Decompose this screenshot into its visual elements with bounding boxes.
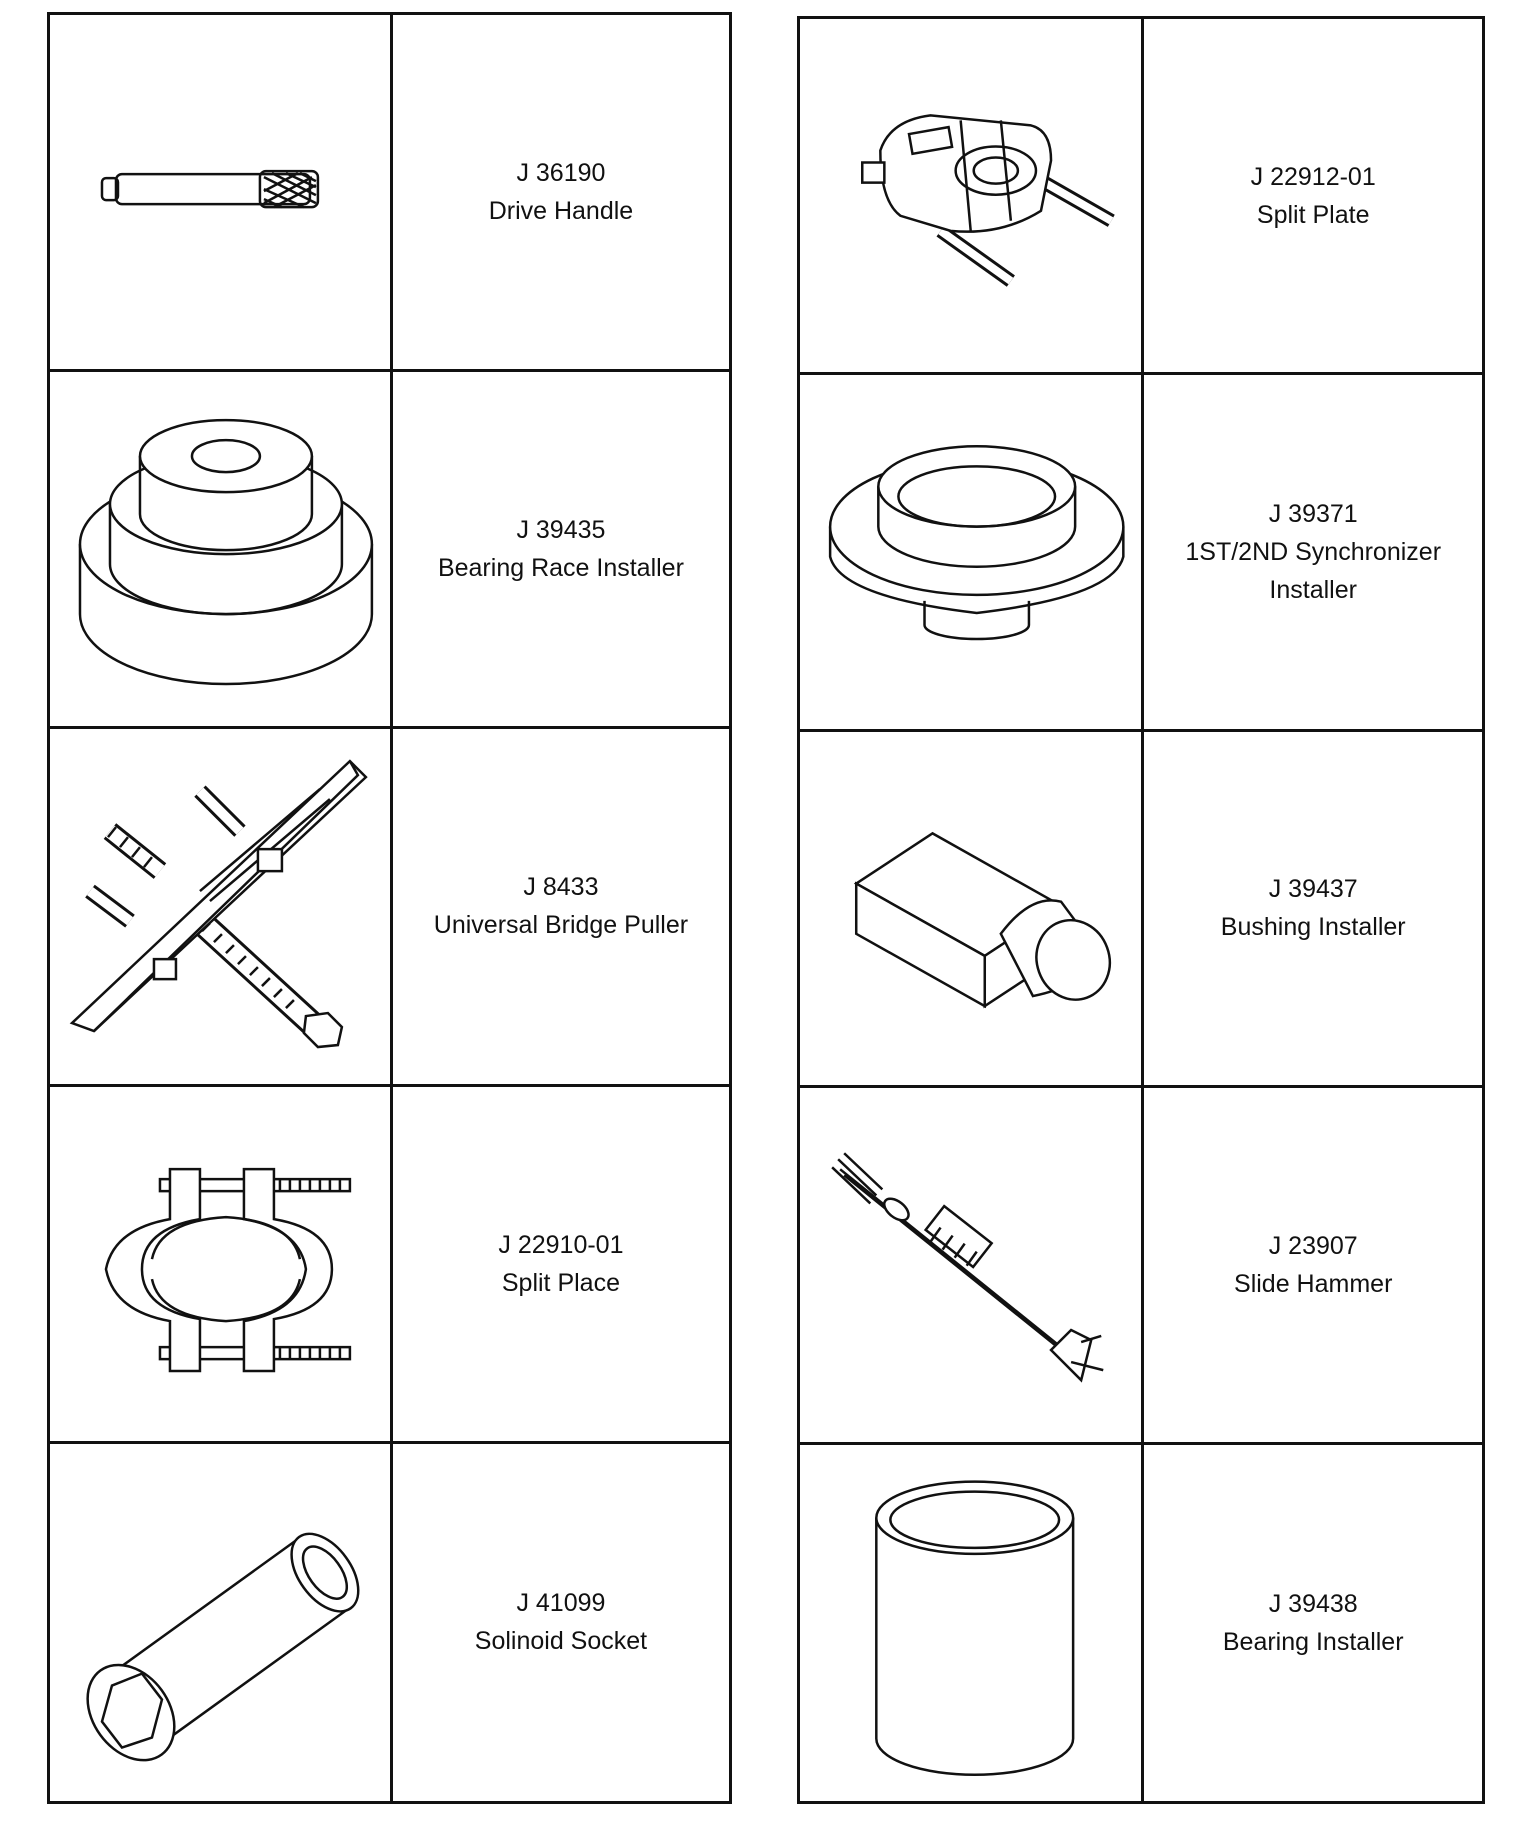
tool-row	[50, 15, 729, 372]
part-number: J 22912-01	[1250, 162, 1376, 191]
tool-illustration-cell	[50, 1087, 393, 1441]
part-number: J 8433	[523, 873, 599, 902]
part-number: J 39437	[1268, 875, 1358, 904]
tool-name: Universal Bridge Puller	[433, 911, 689, 940]
bearing-installer-icon	[800, 1445, 1141, 1801]
tool-name: Bearing Race Installer	[437, 554, 684, 583]
tool-row	[800, 1088, 1482, 1444]
part-number: J 41099	[516, 1589, 606, 1618]
slide-hammer-icon	[800, 1088, 1141, 1441]
part-number: J 39438	[1268, 1589, 1358, 1618]
tool-label-cell	[393, 372, 729, 726]
tool-illustration-cell	[50, 15, 393, 369]
tool-name: Slide Hammer	[1234, 1269, 1393, 1298]
tool-name: Bushing Installer	[1220, 913, 1406, 942]
tool-row	[50, 1444, 729, 1801]
part-number: J 36190	[516, 159, 606, 188]
part-number: J 39435	[516, 516, 606, 545]
bearing-race-installer-icon	[50, 372, 390, 726]
split-plate-icon	[800, 19, 1141, 372]
tool-name: Split Plate	[1256, 200, 1370, 229]
tool-label-cell	[393, 1087, 729, 1441]
tool-label-cell	[1144, 732, 1482, 1085]
socket-icon	[50, 1444, 390, 1801]
tool-row	[50, 372, 729, 729]
tool-label-cell	[393, 1444, 729, 1801]
tool-row	[800, 375, 1482, 731]
tool-illustration-cell	[50, 1444, 393, 1801]
tool-label-cell	[1144, 19, 1482, 372]
synchronizer-installer-icon	[800, 375, 1141, 728]
universal-bridge-puller-icon	[50, 729, 390, 1083]
drive-handle-icon	[50, 15, 390, 369]
right-tool-table	[797, 16, 1485, 1804]
tool-label-cell	[393, 729, 729, 1083]
left-tool-table	[47, 12, 732, 1804]
tool-row	[50, 1087, 729, 1444]
part-number: J 39371	[1268, 500, 1358, 529]
bushing-installer-icon	[800, 732, 1141, 1085]
tool-label-cell	[1144, 375, 1482, 728]
split-plate-clamp-icon	[50, 1087, 390, 1441]
tool-illustration-cell	[800, 1445, 1144, 1801]
tool-name: Bearing Installer	[1222, 1627, 1404, 1656]
tool-label-cell	[1144, 1445, 1482, 1801]
tool-row	[800, 732, 1482, 1088]
tool-illustration-cell	[50, 372, 393, 726]
tool-row	[800, 19, 1482, 375]
tool-name: 1ST/2ND Synchronizer Installer	[1185, 538, 1442, 605]
part-number: J 22910-01	[498, 1230, 624, 1259]
tool-illustration-cell	[50, 729, 393, 1083]
tool-illustration-cell	[800, 1088, 1144, 1441]
part-number: J 23907	[1268, 1231, 1358, 1260]
tool-row	[800, 1445, 1482, 1801]
tool-row	[50, 729, 729, 1086]
tool-name: Drive Handle	[488, 197, 634, 226]
tool-label-cell	[1144, 1088, 1482, 1441]
tool-illustration-cell	[800, 19, 1144, 372]
tool-illustration-cell	[800, 732, 1144, 1085]
tool-name: Split Place	[501, 1268, 620, 1297]
tool-name: Solinoid Socket	[474, 1627, 648, 1656]
tool-label-cell	[393, 15, 729, 369]
tool-illustration-cell	[800, 375, 1144, 728]
